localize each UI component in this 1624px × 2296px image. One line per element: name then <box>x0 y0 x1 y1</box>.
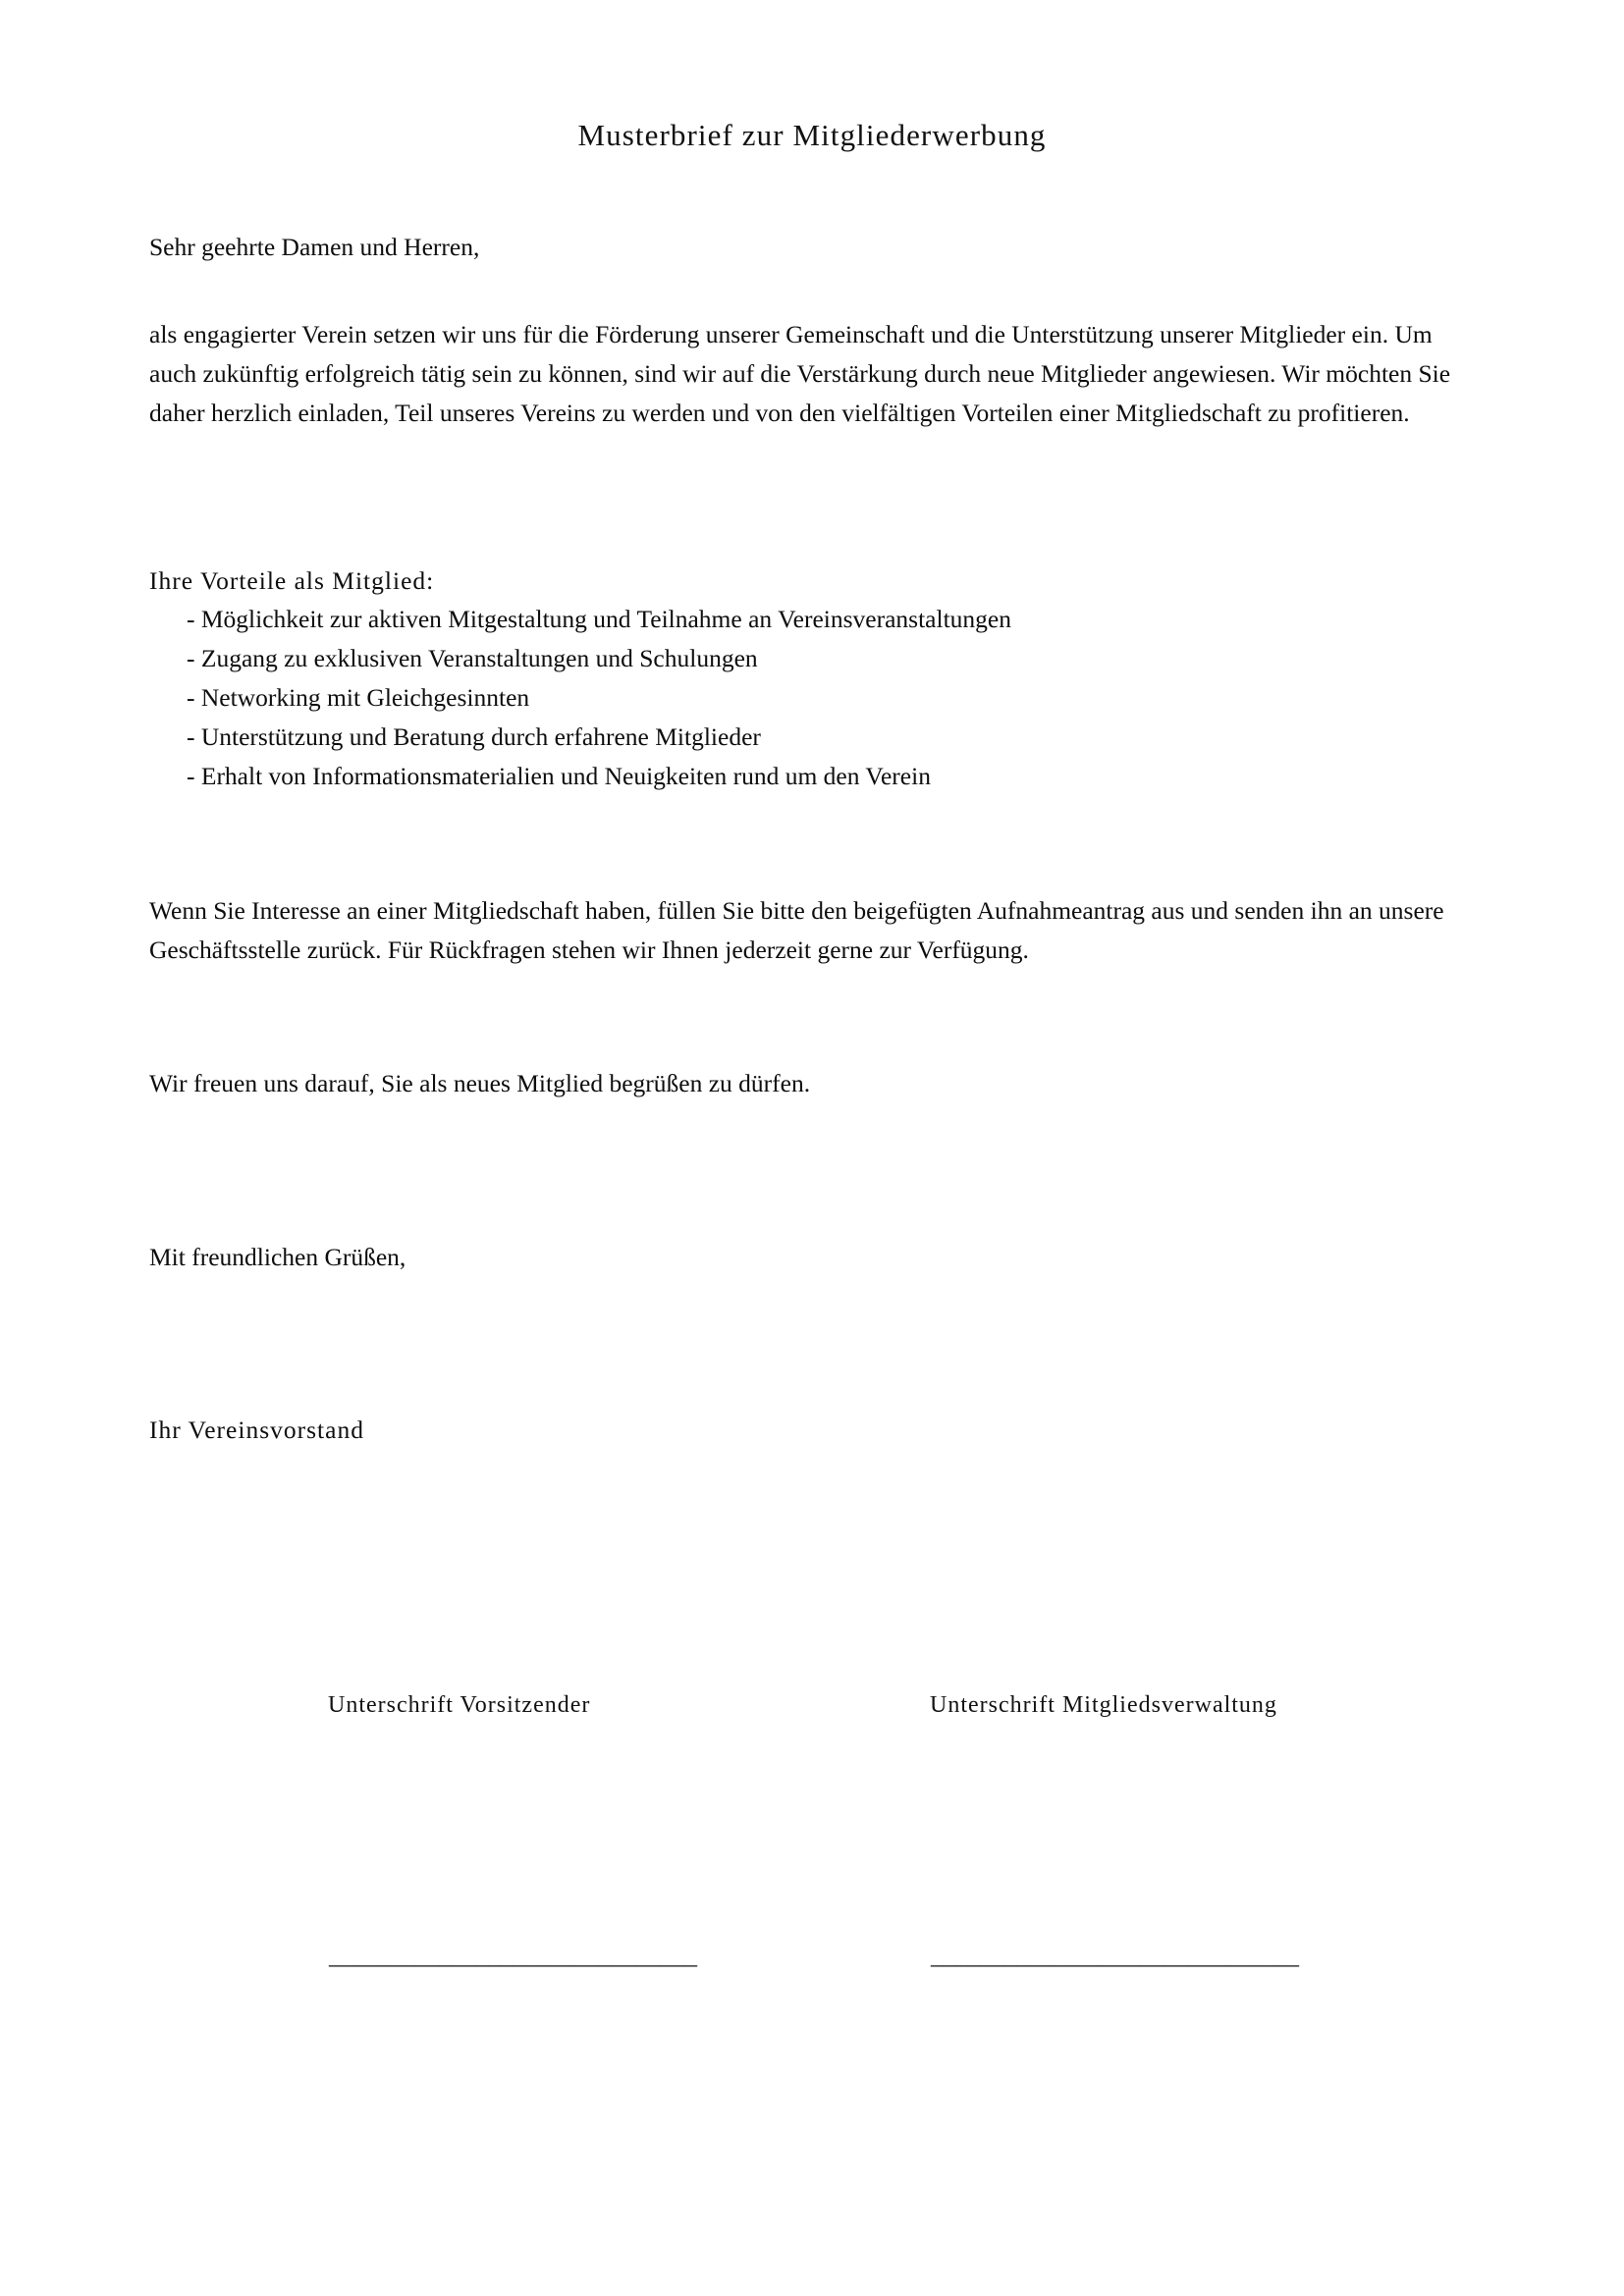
salutation-text: Sehr geehrte Damen und Herren, <box>149 233 480 261</box>
list-item: - Zugang zu exklusiven Veranstaltungen und Schulungen <box>187 644 758 672</box>
list-item: - Unterstützung und Beratung durch erfahrene Mitglieder <box>187 722 761 751</box>
signature-line-chairperson: ______________________________ <box>329 1943 697 1969</box>
sign-off-text: Mit freundlichen Grüßen, <box>149 1243 406 1271</box>
page-title: Musterbrief zur Mitgliederwerbung <box>577 118 1047 152</box>
benefits-list <box>149 600 1463 796</box>
signature-label-membership-admin: Unterschrift Mitgliedsverwaltung <box>930 1692 1277 1718</box>
signature-column-membership-admin <box>930 1688 1299 1969</box>
signature-label-chairperson: Unterschrift Vorsitzender <box>328 1692 591 1718</box>
benefits-list-items <box>149 600 1463 796</box>
list-item: - Möglichkeit zur aktiven Mitgestaltung und Teilnahme an Vereinsveranstaltungen <box>187 605 1011 633</box>
closing-info-paragraph: Wenn Sie Interesse an einer Mitgliedschaft haben, füllen Sie bitte den beigefügten Aufnahmeantrag aus und senden ihn an unsere Geschäftsstelle zurück. Für Rückfragen stehen wir Ihnen jederzeit gerne zur Verfügung. <box>149 896 1444 964</box>
list-item: - Networking mit Gleichgesinnten <box>187 683 530 712</box>
board-name-text: Ihr Vereinsvorstand <box>149 1415 364 1444</box>
benefits-heading: Ihre Vorteile als Mitglied: <box>149 566 435 595</box>
signature-block <box>149 1688 1463 1983</box>
signature-column-chairperson <box>328 1688 697 1969</box>
closing-wish-paragraph: Wir freuen uns darauf, Sie als neues Mitglied begrüßen zu dürfen. <box>149 1069 811 1097</box>
list-item: - Erhalt von Informationsmaterialien und Neuigkeiten rund um den Verein <box>187 762 931 790</box>
intro-paragraph: als engagierter Verein setzen wir uns für die Förderung unserer Gemeinschaft und die Unterstützung unserer Mitglieder ein. Um auch zukünftig erfolgreich tätig sein zu können, sind wir auf die Verstärkung durch neue Mitglieder angewiesen. Wir möchten Sie daher herzlich einladen, Teil unseres Vereins zu werden und von den vielfältigen Vorteilen einer Mitgliedschaft zu profitieren. <box>149 320 1451 427</box>
signature-line-membership-admin: ______________________________ <box>931 1943 1299 1969</box>
